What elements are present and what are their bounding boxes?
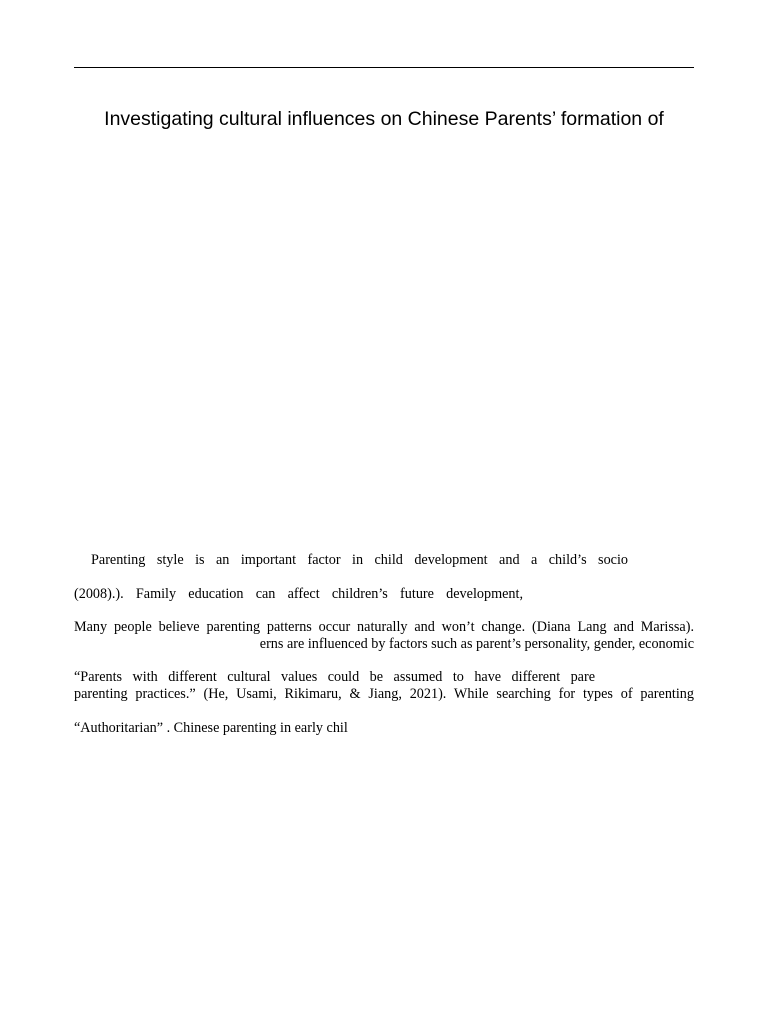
paragraph-line-5: “Parents with different cultural values could be assumed to have different pare — [74, 669, 595, 685]
paragraph-line-7: “Authoritarian” . Chinese parenting in early chil — [74, 720, 348, 736]
paragraph-line-1: Parenting style is an important factor in child development and a child’s socio — [91, 552, 628, 568]
paragraph-line-3: Many people believe parenting patterns occur naturally and won’t change. (Diana Lang and Marissa). — [74, 619, 694, 635]
header-rule — [74, 67, 694, 68]
paragraph-line-4: erns are influenced by factors such as parent’s personality, gender, economic — [259, 636, 694, 652]
paragraph-line-6: parenting practices.” (He, Usami, Rikimaru, & Jiang, 2021). While searching for types of parenting — [74, 686, 694, 702]
document-title: Investigating cultural influences on Chinese Parents’ formation of — [104, 108, 664, 130]
paragraph-line-2: (2008).). Family education can affect children’s future development, — [74, 586, 523, 602]
